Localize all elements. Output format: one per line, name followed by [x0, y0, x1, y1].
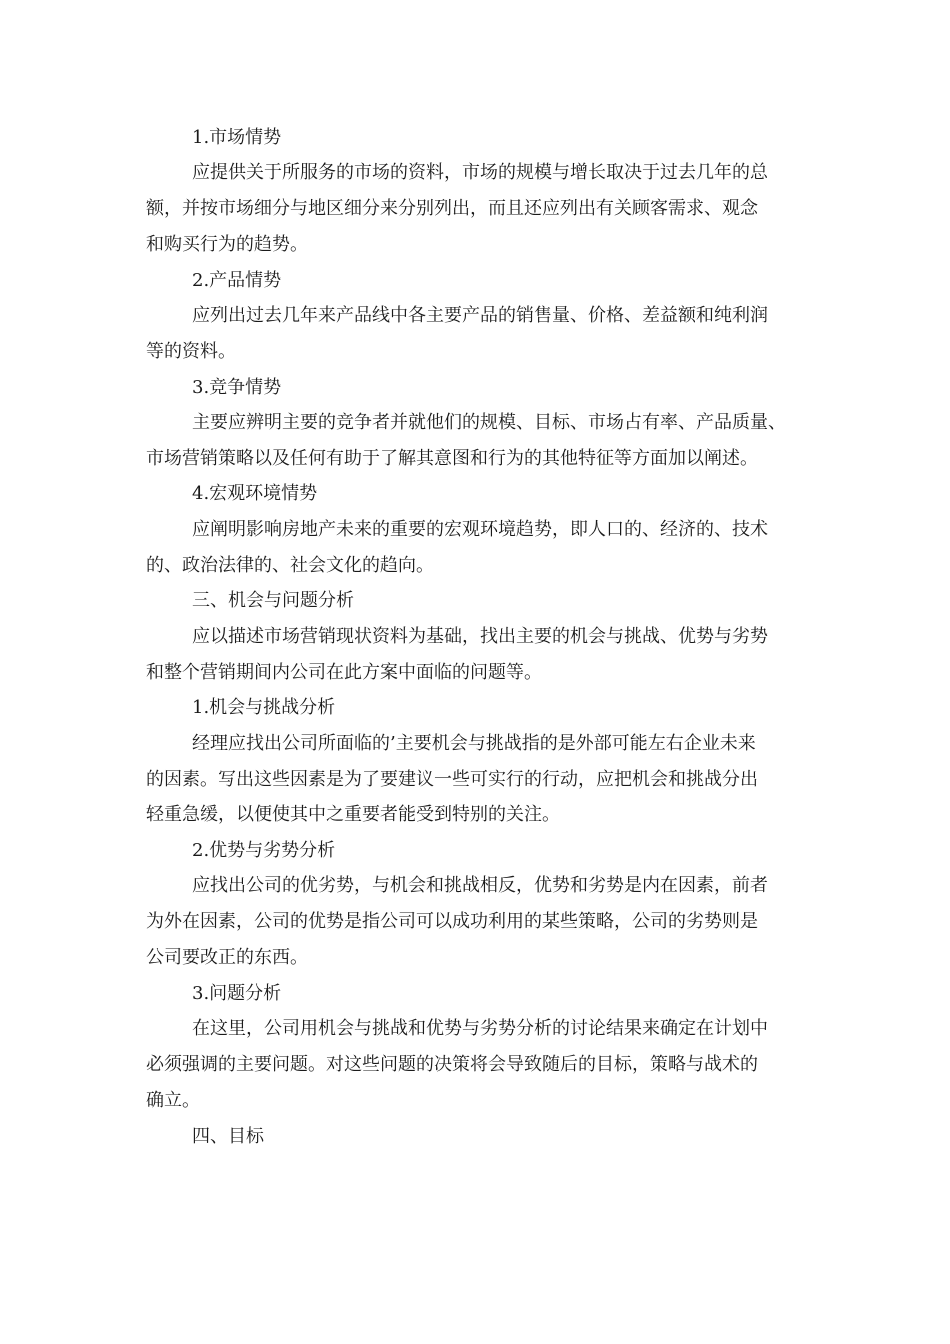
paragraph-line: 应列出过去几年来产品线中各主要产品的销售量、价格、差益额和纯利润	[192, 305, 768, 326]
heading-product-situation: 2.产品情势	[192, 270, 282, 291]
heading-macro-environment: 4.宏观环境情势	[192, 483, 318, 504]
paragraph-line: 在这里，公司用机会与挑战和优势与劣势分析的讨论结果来确定在计划中	[192, 1018, 768, 1039]
paragraph-line: 应提供关于所服务的市场的资料，市场的规模与增长取决于过去几年的总	[192, 162, 768, 183]
paragraph-line: 应以描述市场营销现状资料为基础，找出主要的机会与挑战、优势与劣势	[192, 626, 768, 647]
heading-competition-situation: 3.竞争情势	[192, 377, 282, 398]
paragraph-line: 轻重急缓，以便使其中之重要者能受到特别的关注。	[146, 804, 560, 825]
paragraph-line: 的、政治法律的、社会文化的趋向。	[146, 555, 434, 576]
paragraph-line: 等的资料。	[146, 341, 236, 362]
paragraph-line: 和整个营销期间内公司在此方案中面临的问题等。	[146, 662, 542, 683]
paragraph-line: 公司要改正的东西。	[146, 947, 308, 968]
paragraph-line: 应阐明影响房地产未来的重要的宏观环境趋势，即人口的、经济的、技术	[192, 519, 768, 540]
paragraph-line: 市场营销策略以及任何有助于了解其意图和行为的其他特征等方面加以阐述。	[146, 448, 758, 469]
paragraph-line: 额，并按市场细分与地区细分来分别列出，而且还应列出有关顾客需求、观念	[146, 198, 758, 219]
paragraph-line: 的因素。写出这些因素是为了要建议一些可实行的行动，应把机会和挑战分出	[146, 769, 758, 790]
paragraph-line: 必须强调的主要问题。对这些问题的决策将会导致随后的目标，策略与战术的	[146, 1054, 758, 1075]
section-heading-opportunity-analysis: 三、机会与问题分析	[192, 590, 354, 611]
paragraph-line: 和购买行为的趋势。	[146, 234, 308, 255]
section-heading-objectives: 四、目标	[192, 1126, 264, 1147]
heading-problem-analysis: 3.问题分析	[192, 983, 282, 1004]
paragraph-line: 经理应找出公司所面临的’主要机会与挑战指的是外部可能左右企业未来	[192, 733, 756, 754]
heading-opportunity-challenge: 1.机会与挑战分析	[192, 697, 336, 718]
heading-market-situation: 1.市场情势	[192, 127, 282, 148]
heading-strength-weakness: 2.优势与劣势分析	[192, 840, 336, 861]
paragraph-line: 应找出公司的优劣势，与机会和挑战相反，优势和劣势是内在因素，前者	[192, 875, 768, 896]
paragraph-line: 为外在因素，公司的优势是指公司可以成功利用的某些策略，公司的劣势则是	[146, 911, 758, 932]
paragraph-line: 主要应辨明主要的竞争者并就他们的规模、目标、市场占有率、产品质量、	[192, 412, 786, 433]
paragraph-line: 确立。	[146, 1090, 200, 1111]
